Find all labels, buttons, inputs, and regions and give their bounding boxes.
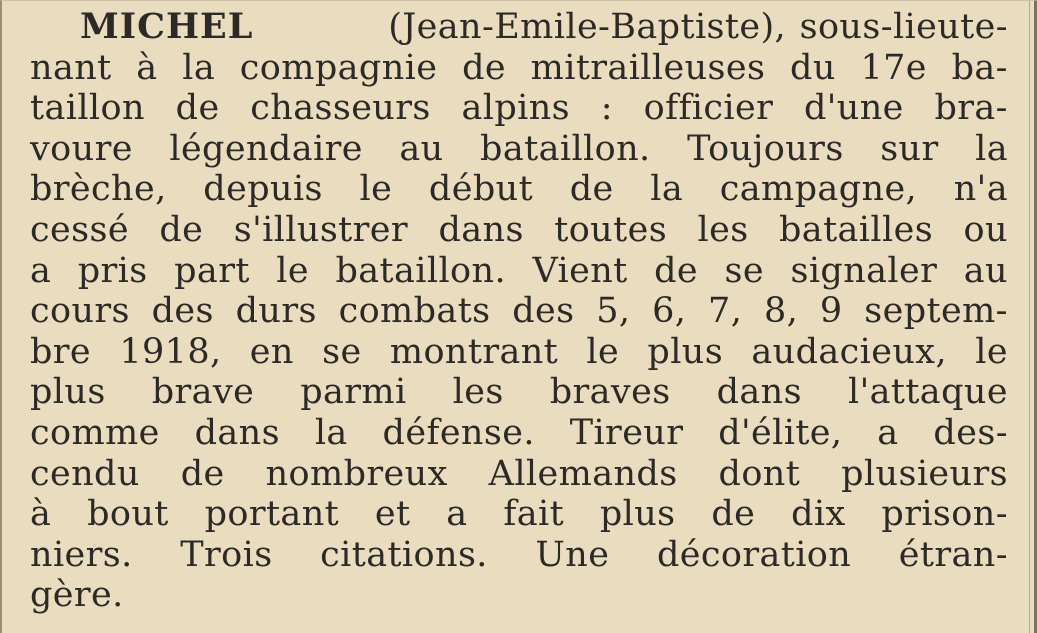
citation-word: 1918, bbox=[119, 331, 222, 372]
citation-line bbox=[30, 210, 1008, 251]
citation-word: le bbox=[359, 169, 393, 210]
citation-word: des bbox=[151, 291, 214, 332]
citation-word: d'élite, bbox=[718, 412, 843, 453]
citation-word: dans bbox=[438, 209, 524, 250]
citation-word: de bbox=[175, 88, 220, 129]
citation-word: cours bbox=[30, 291, 130, 332]
citation-word: : bbox=[600, 88, 613, 129]
citation-word: mitrailleuses bbox=[530, 47, 766, 88]
citation-word: bout bbox=[87, 494, 169, 535]
citation-word: n'a bbox=[953, 169, 1008, 210]
citation-word: audacieux, bbox=[751, 331, 947, 372]
citation-line bbox=[30, 454, 1008, 495]
citation-line bbox=[30, 48, 1008, 89]
citation-word: brave bbox=[151, 372, 255, 413]
citation-word: Tireur bbox=[569, 412, 684, 453]
citation-word: la bbox=[182, 47, 216, 88]
citation-word: bataillon. bbox=[480, 128, 651, 169]
citation-word: légendaire bbox=[169, 128, 363, 169]
citation-word: de bbox=[180, 453, 225, 494]
citation-line bbox=[30, 251, 1008, 292]
citation-word: portant bbox=[204, 494, 340, 535]
citation-word: parmi bbox=[300, 372, 407, 413]
citation-word: plus bbox=[30, 372, 106, 413]
citation-word: braves bbox=[549, 372, 671, 413]
citation-word: batailles bbox=[779, 209, 934, 250]
citation-word: à bbox=[136, 47, 158, 88]
citation-word: voure bbox=[30, 128, 133, 169]
citation-word: à bbox=[30, 494, 52, 535]
citation-word: fait bbox=[503, 494, 565, 535]
citation-line bbox=[30, 7, 1008, 48]
citation-word: Allemands bbox=[488, 453, 678, 494]
citation-line bbox=[30, 169, 1008, 210]
citation-word: des- bbox=[933, 412, 1008, 453]
citation-word: durs bbox=[235, 291, 317, 332]
citation-word: montrant bbox=[389, 331, 559, 372]
citation-line bbox=[30, 494, 1008, 535]
citation-word: les bbox=[697, 209, 749, 250]
citation-word: de bbox=[711, 494, 756, 535]
citation-word: citations. bbox=[320, 534, 488, 575]
citation-word: ou bbox=[963, 209, 1008, 250]
citation-word: a bbox=[30, 250, 52, 291]
citation-word: cessé bbox=[30, 209, 129, 250]
citation-word: compagnie bbox=[239, 47, 438, 88]
citation-word: nombreux bbox=[265, 453, 448, 494]
citation-word: alpins bbox=[461, 88, 571, 129]
citation-word: d'une bbox=[803, 88, 904, 129]
citation-word: pris bbox=[77, 250, 148, 291]
citation-word: le bbox=[975, 331, 1008, 372]
citation-word: dont bbox=[718, 453, 801, 494]
citation-word: dans bbox=[716, 372, 802, 413]
citation-word: l'attaque bbox=[848, 372, 1008, 413]
citation-word: toutes bbox=[554, 209, 668, 250]
citation-word: de bbox=[569, 169, 614, 210]
citation-word: en bbox=[249, 331, 294, 372]
citation-word: de bbox=[159, 209, 204, 250]
citation-word: bra- bbox=[934, 88, 1008, 129]
citation-word: dans bbox=[194, 412, 280, 453]
citation-word: Trois bbox=[180, 534, 273, 575]
citation-word: les bbox=[452, 372, 504, 413]
citation-word: 9 bbox=[819, 291, 843, 332]
citation-word: le bbox=[276, 250, 309, 291]
citation-word: taillon bbox=[30, 88, 145, 129]
citation-word: bataillon. bbox=[335, 250, 506, 291]
citation-word: et bbox=[374, 494, 411, 535]
citation-line bbox=[30, 575, 1008, 616]
citation-word: campagne, bbox=[719, 169, 918, 210]
citation-name: MICHEL bbox=[80, 6, 254, 47]
citation-word: de bbox=[462, 47, 506, 88]
citation-word: septem- bbox=[864, 291, 1008, 332]
citation-word: 5, bbox=[596, 291, 631, 332]
citation-word: plus bbox=[599, 494, 676, 535]
citation-word: étran- bbox=[898, 534, 1008, 575]
citation-word: la bbox=[975, 128, 1008, 169]
citation-word: de bbox=[654, 250, 699, 291]
citation-word: au bbox=[399, 128, 444, 169]
citation-word: comme bbox=[30, 412, 160, 453]
citation-word: chasseurs bbox=[250, 88, 431, 129]
citation-word: ba- bbox=[951, 47, 1008, 88]
citation-word: s'illustrer bbox=[233, 209, 409, 250]
citation-word: des bbox=[512, 291, 575, 332]
citation-word: 17e bbox=[860, 47, 927, 88]
citation-line bbox=[30, 413, 1008, 454]
citation-line bbox=[30, 535, 1008, 576]
citation-word: au bbox=[963, 250, 1008, 291]
citation-word: combats bbox=[338, 291, 491, 332]
citation-word: signaler bbox=[790, 250, 938, 291]
citation-word: le bbox=[586, 331, 620, 372]
citation-line bbox=[30, 332, 1008, 373]
citation-line-text: gère. bbox=[30, 575, 124, 616]
citation-word: décoration bbox=[656, 534, 852, 575]
citation-word: brèche, bbox=[30, 169, 167, 210]
citation-word: plusieurs bbox=[841, 453, 1008, 494]
citation-word: prison- bbox=[881, 494, 1008, 535]
citation-word: se bbox=[724, 250, 764, 291]
citation-word: Toujours bbox=[687, 128, 844, 169]
citation-line bbox=[30, 372, 1008, 413]
citation-word: défense. bbox=[382, 412, 535, 453]
citation-line-text: (Jean-Emile-Baptiste), sous-lieute- bbox=[388, 7, 1008, 47]
citation-word: dix bbox=[791, 494, 846, 535]
citation-word: cendu bbox=[30, 453, 140, 494]
citation-word: Une bbox=[535, 534, 610, 575]
citation-word: a bbox=[446, 494, 468, 535]
citation-word: a bbox=[877, 412, 899, 453]
citation-word: sur bbox=[880, 128, 939, 169]
citation-word: depuis bbox=[203, 169, 323, 210]
citation-word: se bbox=[322, 331, 362, 372]
citation-word: part bbox=[174, 250, 250, 291]
citation-line bbox=[30, 129, 1008, 170]
citation-text bbox=[30, 7, 1008, 616]
citation-line bbox=[30, 291, 1008, 332]
citation-word: niers. bbox=[30, 534, 133, 575]
citation-line bbox=[30, 88, 1008, 129]
citation-word: plus bbox=[647, 331, 724, 372]
citation-word: Vient bbox=[532, 250, 628, 291]
citation-word: du bbox=[790, 47, 836, 88]
citation-word: 8, bbox=[763, 291, 799, 332]
citation-word: 6, bbox=[652, 291, 687, 332]
citation-word: début bbox=[428, 169, 534, 210]
citation-word: nant bbox=[30, 47, 112, 88]
citation-word: la bbox=[314, 412, 348, 453]
citation-word: 7, bbox=[708, 291, 743, 332]
citation-word: officier bbox=[643, 88, 774, 129]
citation-word: la bbox=[650, 169, 684, 210]
citation-word: bre bbox=[30, 331, 92, 372]
